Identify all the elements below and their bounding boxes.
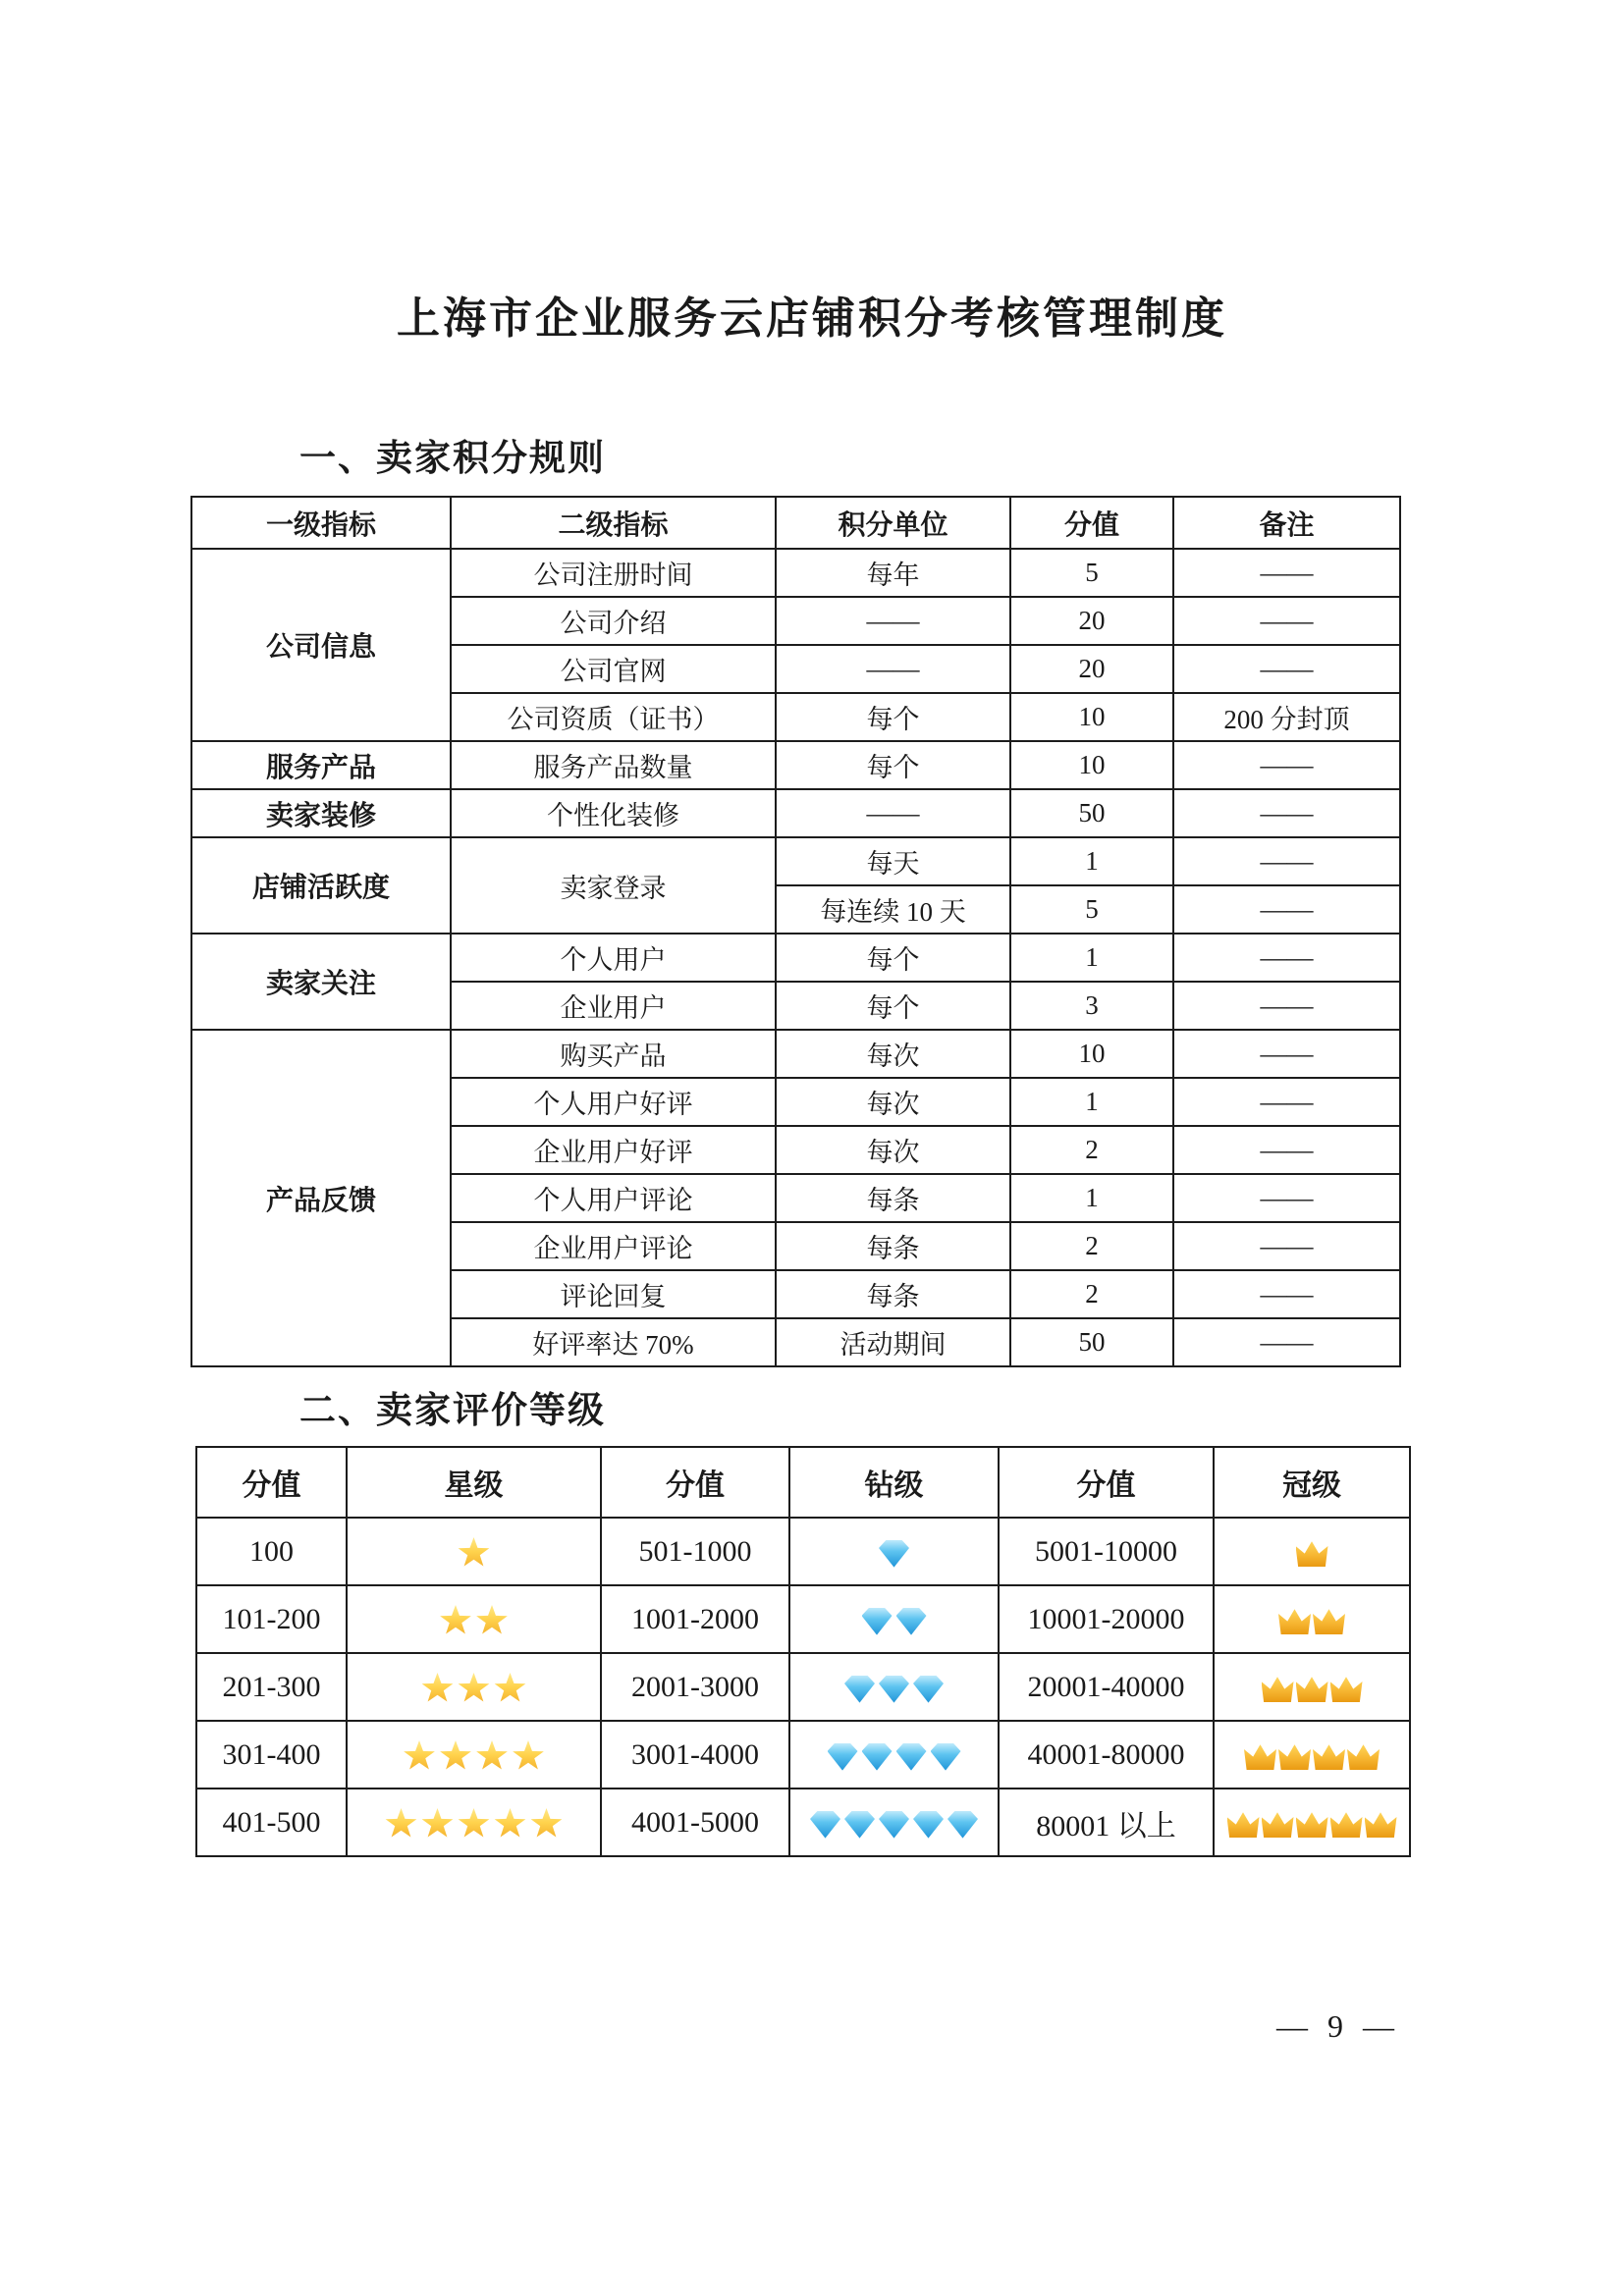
points-unit-cell: 每个 (776, 982, 1010, 1030)
star-icon (440, 1740, 472, 1772)
score-cell: 2 (1010, 1270, 1173, 1318)
secondary-indicator-cell: 企业用户评论 (451, 1222, 776, 1270)
note-cell: —— (1173, 789, 1400, 837)
diamond-icon (896, 1608, 927, 1635)
star-level-cell (347, 1585, 601, 1653)
secondary-indicator-cell: 企业用户好评 (451, 1126, 776, 1174)
secondary-indicator-cell: 公司介绍 (451, 597, 776, 645)
star-icon (440, 1605, 472, 1636)
crown-icon (1262, 1811, 1294, 1838)
points-unit-cell: 每天 (776, 837, 1010, 885)
note-cell: —— (1173, 1174, 1400, 1222)
crown-icon (1296, 1811, 1328, 1838)
column-header: 二级指标 (451, 497, 776, 549)
column-header: 分值 (999, 1447, 1214, 1518)
star-icon (530, 1808, 563, 1840)
table-row (196, 1721, 1410, 1789)
primary-indicator-cell: 店铺活跃度 (191, 837, 451, 934)
diamond-icon (879, 1811, 909, 1839)
star-icon (494, 1808, 526, 1840)
seller-rating-table (195, 1446, 1411, 1857)
points-unit-cell: 每个 (776, 693, 1010, 741)
diamond-icon (879, 1676, 909, 1703)
star-score-cell: 401-500 (196, 1789, 347, 1856)
secondary-indicator-cell: 公司注册时间 (451, 549, 776, 597)
points-unit-cell: —— (776, 789, 1010, 837)
table-row (191, 789, 1400, 837)
secondary-indicator-cell: 服务产品数量 (451, 741, 776, 789)
secondary-indicator-cell: 卖家登录 (451, 837, 776, 934)
note-cell: —— (1173, 741, 1400, 789)
crown-level-cell (1214, 1721, 1410, 1789)
diamond-icon (896, 1743, 927, 1771)
crown-score-cell: 5001-10000 (999, 1518, 1214, 1585)
diamond-icon (913, 1811, 944, 1839)
score-cell: 10 (1010, 1030, 1173, 1078)
star-score-cell: 201-300 (196, 1653, 347, 1721)
crown-icon (1365, 1811, 1397, 1838)
page-number: — 9 — (1276, 2008, 1400, 2044)
diamond-level-cell (789, 1721, 999, 1789)
note-cell: —— (1173, 1318, 1400, 1366)
diamond-icon (879, 1540, 909, 1568)
note-cell: —— (1173, 934, 1400, 982)
score-cell: 2 (1010, 1222, 1173, 1270)
crown-icon (1330, 1811, 1363, 1838)
score-cell: 5 (1010, 549, 1173, 597)
crown-score-cell: 20001-40000 (999, 1653, 1214, 1721)
score-cell: 1 (1010, 837, 1173, 885)
note-cell: —— (1173, 1222, 1400, 1270)
note-cell: 200 分封顶 (1173, 693, 1400, 741)
points-unit-cell: 活动期间 (776, 1318, 1010, 1366)
star-icon (404, 1740, 436, 1772)
points-unit-cell: 每年 (776, 549, 1010, 597)
diamond-level-cell (789, 1518, 999, 1585)
score-cell: 10 (1010, 693, 1173, 741)
score-cell: 1 (1010, 1174, 1173, 1222)
score-cell: 50 (1010, 789, 1173, 837)
diamond-icon (862, 1608, 893, 1635)
secondary-indicator-cell: 企业用户 (451, 982, 776, 1030)
crown-icon (1347, 1743, 1380, 1770)
points-unit-cell: 每次 (776, 1126, 1010, 1174)
diamond-icon (947, 1811, 978, 1839)
star-icon (458, 1673, 490, 1704)
note-cell: —— (1173, 982, 1400, 1030)
points-table-body (191, 549, 1400, 1366)
note-cell: —— (1173, 549, 1400, 597)
primary-indicator-cell: 服务产品 (191, 741, 451, 789)
note-cell: —— (1173, 645, 1400, 693)
secondary-indicator-cell: 个人用户好评 (451, 1078, 776, 1126)
points-unit-cell: 每条 (776, 1174, 1010, 1222)
rating-table-header (196, 1447, 1410, 1518)
note-cell: —— (1173, 885, 1400, 934)
note-cell: —— (1173, 1030, 1400, 1078)
star-score-cell: 100 (196, 1518, 347, 1585)
rating-table-body (196, 1518, 1410, 1856)
secondary-indicator-cell: 好评率达 70% (451, 1318, 776, 1366)
points-unit-cell: 每连续 10 天 (776, 885, 1010, 934)
header-row (196, 1447, 1410, 1518)
star-icon (421, 1673, 454, 1704)
secondary-indicator-cell: 个人用户评论 (451, 1174, 776, 1222)
crown-icon (1227, 1811, 1260, 1838)
crown-icon (1296, 1540, 1328, 1567)
column-header: 冠级 (1214, 1447, 1410, 1518)
note-cell: —— (1173, 1078, 1400, 1126)
table-row (191, 549, 1400, 597)
points-unit-cell: 每个 (776, 934, 1010, 982)
column-header: 分值 (1010, 497, 1173, 549)
column-header: 备注 (1173, 497, 1400, 549)
star-level-cell (347, 1518, 601, 1585)
note-cell: —— (1173, 597, 1400, 645)
column-header: 一级指标 (191, 497, 451, 549)
points-unit-cell: 每个 (776, 741, 1010, 789)
table-row (191, 837, 1400, 885)
diamond-icon (810, 1811, 840, 1839)
crown-level-cell (1214, 1653, 1410, 1721)
crown-score-cell: 80001 以上 (999, 1789, 1214, 1856)
secondary-indicator-cell: 个人用户 (451, 934, 776, 982)
star-score-cell: 301-400 (196, 1721, 347, 1789)
crown-icon (1313, 1743, 1345, 1770)
diamond-icon (844, 1811, 875, 1839)
crown-level-cell (1214, 1585, 1410, 1653)
points-unit-cell: —— (776, 597, 1010, 645)
points-unit-cell: 每条 (776, 1222, 1010, 1270)
diamond-score-cell: 1001-2000 (601, 1585, 789, 1653)
diamond-level-cell (789, 1653, 999, 1721)
column-header: 积分单位 (776, 497, 1010, 549)
crown-level-cell (1214, 1789, 1410, 1856)
points-unit-cell: 每条 (776, 1270, 1010, 1318)
table-row (191, 741, 1400, 789)
diamond-icon (913, 1676, 944, 1703)
document-title: 上海市企业服务云店铺积分考核管理制度 (397, 294, 1227, 343)
star-icon (385, 1808, 417, 1840)
diamond-level-cell (789, 1585, 999, 1653)
crown-score-cell: 10001-20000 (999, 1585, 1214, 1653)
table-row (196, 1789, 1410, 1856)
star-icon (421, 1808, 454, 1840)
column-header: 钻级 (789, 1447, 999, 1518)
table-row (191, 934, 1400, 982)
score-cell: 3 (1010, 982, 1173, 1030)
section2-heading: 二、卖家评价等级 (299, 1390, 606, 1430)
section1-heading: 一、卖家积分规则 (299, 438, 606, 478)
diamond-score-cell: 3001-4000 (601, 1721, 789, 1789)
crown-level-cell (1214, 1518, 1410, 1585)
note-cell: —— (1173, 1126, 1400, 1174)
table-row (196, 1585, 1410, 1653)
score-cell: 50 (1010, 1318, 1173, 1366)
points-unit-cell: 每次 (776, 1078, 1010, 1126)
primary-indicator-cell: 卖家关注 (191, 934, 451, 1030)
diamond-score-cell: 501-1000 (601, 1518, 789, 1585)
star-score-cell: 101-200 (196, 1585, 347, 1653)
star-level-cell (347, 1653, 601, 1721)
diamond-score-cell: 2001-3000 (601, 1653, 789, 1721)
primary-indicator-cell: 卖家装修 (191, 789, 451, 837)
secondary-indicator-cell: 个性化装修 (451, 789, 776, 837)
diamond-icon (828, 1743, 858, 1771)
star-icon (476, 1740, 509, 1772)
score-cell: 2 (1010, 1126, 1173, 1174)
crown-icon (1278, 1608, 1311, 1634)
star-level-cell (347, 1721, 601, 1789)
crown-icon (1278, 1743, 1311, 1770)
points-unit-cell: —— (776, 645, 1010, 693)
crown-icon (1244, 1743, 1276, 1770)
star-icon (494, 1673, 526, 1704)
column-header: 分值 (601, 1447, 789, 1518)
secondary-indicator-cell: 评论回复 (451, 1270, 776, 1318)
crown-icon (1313, 1608, 1345, 1634)
points-unit-cell: 每次 (776, 1030, 1010, 1078)
score-cell: 20 (1010, 645, 1173, 693)
table-row (191, 1030, 1400, 1078)
star-level-cell (347, 1789, 601, 1856)
star-icon (458, 1537, 490, 1569)
diamond-icon (931, 1743, 961, 1771)
points-table-header (191, 497, 1400, 549)
star-icon (458, 1808, 490, 1840)
column-header: 分值 (196, 1447, 347, 1518)
column-header: 星级 (347, 1447, 601, 1518)
diamond-icon (862, 1743, 893, 1771)
crown-icon (1330, 1676, 1363, 1702)
note-cell: —— (1173, 837, 1400, 885)
table-row (196, 1653, 1410, 1721)
crown-icon (1296, 1676, 1328, 1702)
secondary-indicator-cell: 公司官网 (451, 645, 776, 693)
secondary-indicator-cell: 公司资质（证书） (451, 693, 776, 741)
header-row (191, 497, 1400, 549)
note-cell: —— (1173, 1270, 1400, 1318)
secondary-indicator-cell: 购买产品 (451, 1030, 776, 1078)
star-icon (476, 1605, 509, 1636)
primary-indicator-cell: 产品反馈 (191, 1030, 451, 1366)
score-cell: 10 (1010, 741, 1173, 789)
primary-indicator-cell: 公司信息 (191, 549, 451, 741)
diamond-level-cell (789, 1789, 999, 1856)
star-icon (513, 1740, 545, 1772)
table-row (196, 1518, 1410, 1585)
diamond-score-cell: 4001-5000 (601, 1789, 789, 1856)
score-cell: 1 (1010, 934, 1173, 982)
diamond-icon (844, 1676, 875, 1703)
crown-score-cell: 40001-80000 (999, 1721, 1214, 1789)
crown-icon (1262, 1676, 1294, 1702)
score-cell: 1 (1010, 1078, 1173, 1126)
score-cell: 5 (1010, 885, 1173, 934)
score-cell: 20 (1010, 597, 1173, 645)
seller-points-table (190, 496, 1401, 1367)
